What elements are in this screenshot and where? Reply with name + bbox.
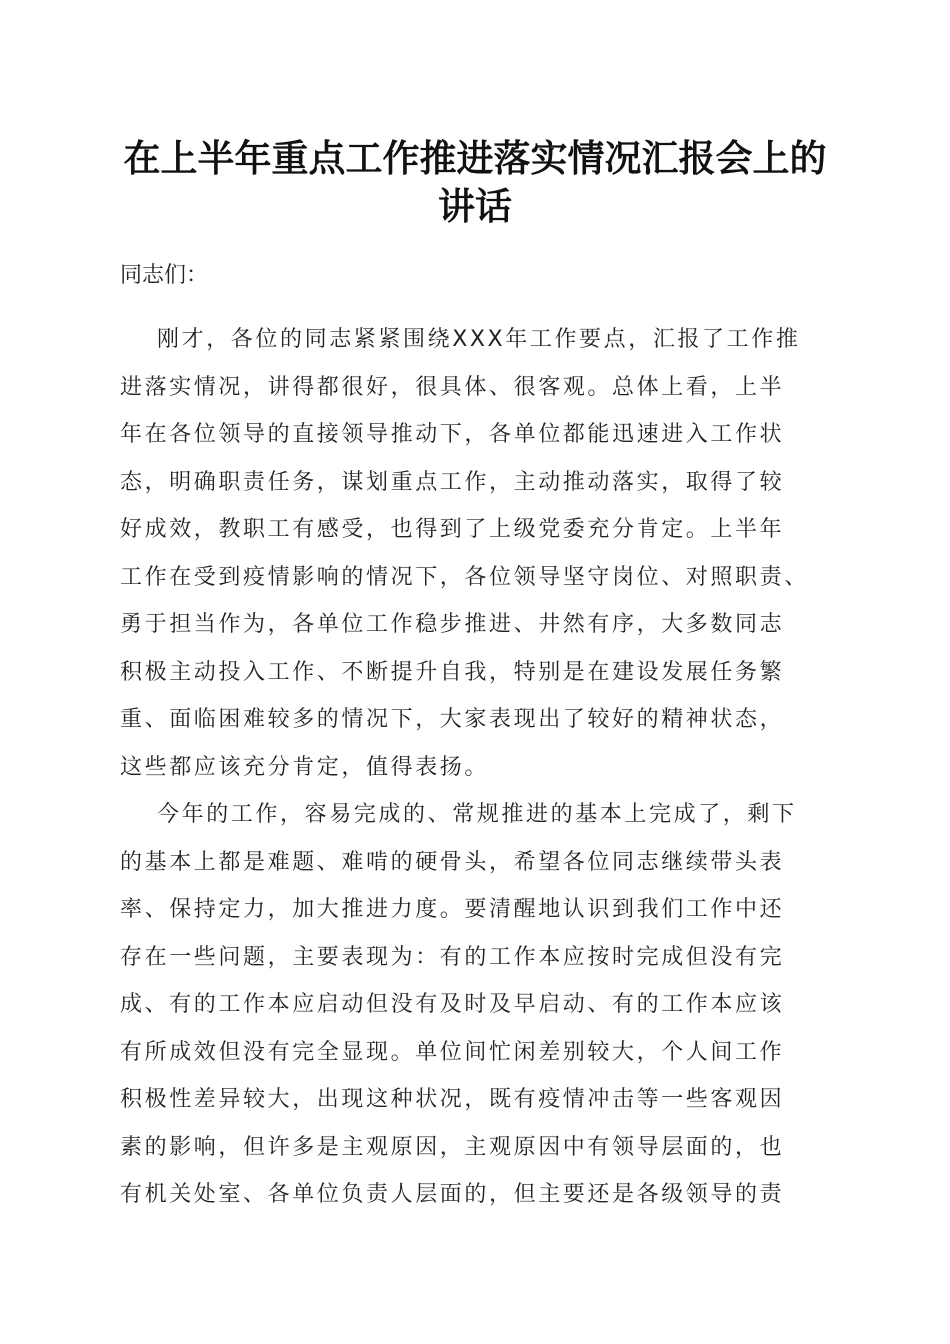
paragraph-line: 勇于担当作为，各单位工作稳步推进、井然有序，大多数同志 bbox=[120, 612, 785, 637]
paragraph-line: 有所成效但没有完全显现。单位间忙闲差别较大，个人间工作 bbox=[120, 1040, 785, 1065]
paragraph-line: 存在一些问题，主要表现为：有的工作本应按时完成但没有完 bbox=[120, 945, 785, 970]
paragraph-line: 有机关处室、各单位负责人层面的，但主要还是各级领导的责 bbox=[120, 1182, 785, 1207]
paragraph-line: 重、面临困难较多的情况下，大家表现出了较好的精神状态， bbox=[120, 707, 785, 732]
paragraph-line: 积极主动投入工作、不断提升自我，特别是在建设发展任务繁 bbox=[120, 660, 785, 685]
paragraph-line: 今年的工作，容易完成的、常规推进的基本上完成了，剩下 bbox=[157, 802, 797, 827]
paragraph-line: 这些都应该充分肯定，值得表扬。 bbox=[120, 755, 490, 780]
paragraph-line: 工作在受到疫情影响的情况下，各位领导坚守岗位、对照职责、 bbox=[120, 565, 809, 590]
paragraph-line: 率、保持定力，加大推进力度。要清醒地认识到我们工作中还 bbox=[120, 897, 785, 922]
paragraph-line: 积极性差异较大，出现这种状况，既有疫情冲击等一些客观因 bbox=[120, 1087, 785, 1112]
paragraph-line: 好成效，教职工有感受，也得到了上级党委充分肯定。上半年 bbox=[120, 517, 785, 542]
salutation: 同志们： bbox=[120, 263, 209, 288]
paragraph-line: 进落实情况，讲得都很好，很具体、很客观。总体上看，上半 bbox=[120, 375, 785, 400]
paragraph-line: 的基本上都是难题、难啃的硬骨头，希望各位同志继续带头表 bbox=[120, 850, 785, 875]
paragraph-line: 年在各位领导的直接领导推动下，各单位都能迅速进入工作状 bbox=[120, 422, 785, 447]
paragraph-line: 成、有的工作本应启动但没有及时及早启动、有的工作本应该 bbox=[120, 992, 785, 1017]
document-title: 在上半年重点工作推进落实情况汇报会上的讲话 bbox=[123, 136, 827, 228]
paragraph-line: 刚才，各位的同志紧紧围绕XXX年工作要点，汇报了工作推 bbox=[157, 327, 801, 352]
paragraph-line: 素的影响，但许多是主观原因，主观原因中有领导层面的，也 bbox=[120, 1135, 785, 1160]
paragraph-line: 态，明确职责任务，谋划重点工作，主动推动落实，取得了较 bbox=[120, 470, 785, 495]
